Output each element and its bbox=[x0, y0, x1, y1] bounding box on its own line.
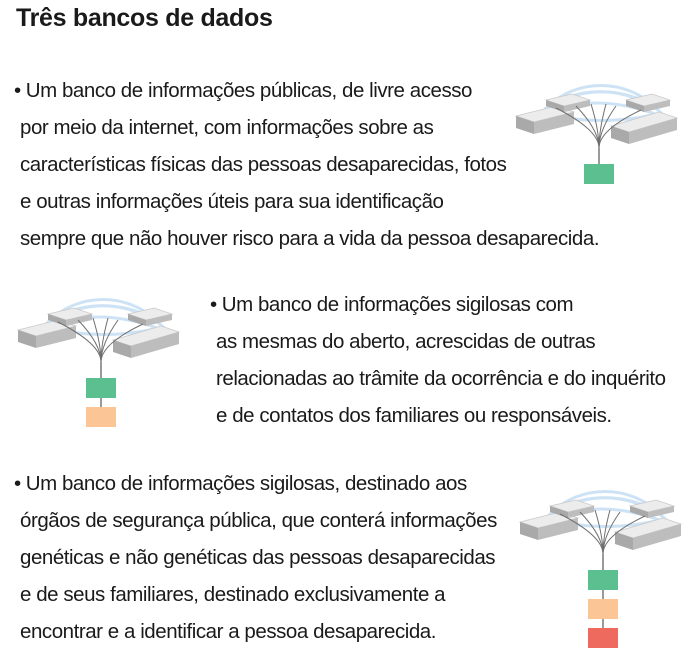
bullet: • bbox=[210, 293, 217, 316]
bullet: • bbox=[14, 472, 21, 495]
item-line: • Um banco de informações sigilosas com bbox=[210, 293, 574, 316]
database-network-icon-graphic bbox=[18, 292, 188, 427]
database-item-public bbox=[14, 72, 599, 257]
data-layer-2 bbox=[86, 407, 116, 427]
database-network-icon bbox=[520, 484, 690, 646]
page-title: Três bancos de dados bbox=[16, 4, 273, 32]
database-item-security bbox=[14, 465, 497, 650]
server-block-right bbox=[615, 518, 681, 550]
connector-line bbox=[78, 320, 101, 362]
database-network-icon bbox=[18, 292, 188, 427]
item-line: • Um banco de informações sigilosas, destinado aos bbox=[14, 472, 467, 495]
database-network-icon-graphic bbox=[520, 484, 690, 646]
item-line: sempre que não houver risco para a vida da pessoa desaparecida. bbox=[20, 227, 600, 250]
data-layer-1 bbox=[588, 570, 618, 590]
item-line: características físicas das pessoas desaparecidas, fotos bbox=[20, 153, 507, 176]
server-block-right bbox=[113, 326, 179, 358]
item-line: e outras informações úteis para sua identificação bbox=[20, 190, 444, 213]
item-line: as mesmas do aberto, acrescidas de outras bbox=[216, 330, 596, 353]
item-line: e de contatos dos familiares ou responsáveis. bbox=[216, 404, 612, 427]
data-layer-1 bbox=[584, 164, 614, 184]
data-layer-1 bbox=[86, 378, 116, 398]
bullet: • bbox=[14, 79, 21, 102]
connector-line bbox=[580, 512, 603, 554]
item-line: por meio da internet, com informações sobre as bbox=[20, 116, 434, 139]
database-network-icon-graphic bbox=[516, 78, 686, 190]
database-item-restricted bbox=[210, 286, 666, 434]
item-line: relacionadas ao trâmite da ocorrência e do inquérito bbox=[216, 367, 666, 390]
item-line: genéticas e não genéticas das pessoas desaparecidas bbox=[20, 546, 496, 569]
server-block-right bbox=[611, 112, 677, 144]
item-line: • Um banco de informações públicas, de livre acesso bbox=[14, 79, 473, 102]
connector-line bbox=[576, 106, 599, 148]
item-line: encontrar e a identificar a pessoa desaparecida. bbox=[20, 620, 437, 643]
item-line: órgãos de segurança pública, que conterá informações bbox=[20, 509, 497, 532]
data-layer-2 bbox=[588, 599, 618, 619]
item-line: e de seus familiares, destinado exclusivamente a bbox=[20, 583, 446, 606]
data-layer-3 bbox=[588, 628, 618, 648]
database-network-icon bbox=[516, 78, 686, 190]
